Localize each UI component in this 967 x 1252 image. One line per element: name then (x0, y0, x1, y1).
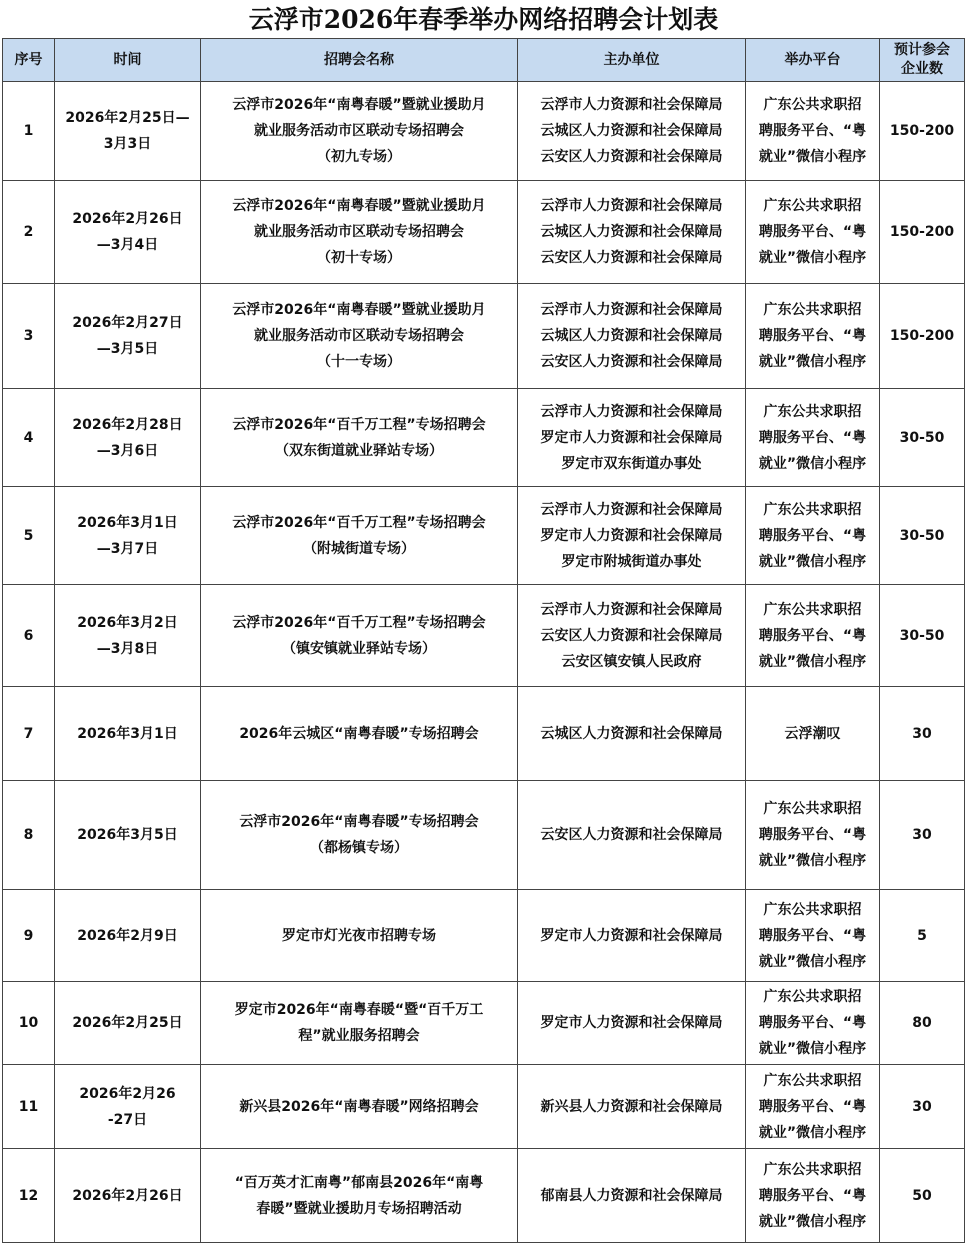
cell-platform-line: 聘服务平台、“粤 (758, 123, 867, 139)
cell-time-line: —3月4日 (96, 237, 159, 253)
cell-time-line: 3月3日 (103, 136, 152, 152)
header-time: 时间 (55, 39, 201, 82)
table-row (3, 1149, 965, 1243)
cell-name-line: 罗定市2026年“南粤春暖“暨“百千万工 (234, 1002, 484, 1018)
cell-name (201, 181, 518, 284)
cell-organizer (518, 1149, 746, 1243)
cell-organizer-line: 罗定市人力资源和社会保障局 (540, 1015, 723, 1031)
cell-platform (746, 284, 880, 389)
cell-name-line: （十一专场） (317, 354, 401, 370)
cell-time-line: 2026年2月28日 (72, 416, 183, 433)
cell-platform (746, 687, 880, 781)
cell-platform (746, 82, 880, 181)
cell-platform-line: 聘服务平台、“粤 (758, 927, 867, 944)
cell-organizer-line: 云城区人力资源和社会保障局 (540, 725, 723, 742)
cell-name-line: 春暖”暨就业援助月专场招聘活动 (256, 1200, 462, 1217)
table-row (3, 389, 965, 487)
cell-platform-line: 广东公共求职招 (763, 302, 862, 318)
cell-name (201, 687, 518, 781)
cell-platform-line: 广东公共求职招 (763, 198, 862, 214)
cell-time-line: 2026年2月25日 (72, 1015, 183, 1031)
cell-no: 12 (3, 1149, 55, 1243)
cell-platform-line: 聘服务平台、“粤 (758, 1098, 867, 1115)
cell-name-line: （都杨镇专场） (310, 840, 408, 856)
cell-time (55, 181, 201, 284)
cell-name-line: （双东街道就业驿站专场） (275, 442, 443, 459)
cell-name-line: 云浮市2026年“百千万工程”专场招聘会 (232, 614, 486, 631)
cell-no: 6 (3, 585, 55, 687)
cell-organizer (518, 181, 746, 284)
cell-name (201, 487, 518, 585)
header-companies-line: 企业数 (901, 61, 943, 77)
cell-name-line: 就业服务活动市区联动专场招聘会 (254, 123, 464, 139)
cell-organizer-line: 罗定市人力资源和社会保障局 (540, 429, 723, 446)
cell-platform-line: 就业”微信小程序 (758, 853, 867, 869)
cell-platform-line: 聘服务平台、“粤 (758, 1015, 867, 1031)
cell-name-line: 云浮市2026年“南粤春暖”暨就业援助月 (232, 97, 486, 113)
cell-organizer (518, 1065, 746, 1149)
cell-organizer-line: 云城区人力资源和社会保障局 (540, 328, 723, 344)
cell-platform-line: 广东公共求职招 (763, 403, 862, 420)
cell-organizer-line: 云安区人力资源和社会保障局 (540, 250, 723, 266)
cell-time (55, 487, 201, 585)
cell-time (55, 781, 201, 890)
cell-organizer-line: 罗定市附城街道办事处 (561, 553, 702, 570)
cell-time (55, 1149, 201, 1243)
cell-time (55, 687, 201, 781)
cell-name-line: 2026年云城区“南粤春暖”专场招聘会 (239, 725, 479, 742)
cell-no: 7 (3, 687, 55, 781)
cell-name (201, 1149, 518, 1243)
cell-companies: 50 (880, 1149, 965, 1243)
cell-platform-line: 就业”微信小程序 (758, 1213, 867, 1230)
cell-name-line: 云浮市2026年“南粤春暖”暨就业援助月 (232, 302, 486, 318)
table-row (3, 284, 965, 389)
cell-platform-line: 聘服务平台、“粤 (758, 527, 867, 544)
cell-time-line: 2026年3月1日 (77, 725, 178, 742)
table-row (3, 585, 965, 687)
cell-organizer-line: 云浮市人力资源和社会保障局 (540, 501, 723, 518)
cell-organizer-line: 云安区人力资源和社会保障局 (540, 627, 723, 644)
cell-platform-line: 就业”微信小程序 (758, 1041, 867, 1057)
cell-organizer-line: 云浮市人力资源和社会保障局 (540, 198, 723, 214)
cell-organizer-line: 郁南县人力资源和社会保障局 (540, 1187, 723, 1204)
cell-platform-line: 广东公共求职招 (763, 989, 862, 1005)
cell-platform-line: 就业”微信小程序 (758, 455, 867, 472)
cell-time-line: —3月6日 (96, 442, 159, 459)
cell-name-line: 云浮市2026年“南粤春暖”暨就业援助月 (232, 198, 486, 214)
cell-name-line: 程”就业服务招聘会 (298, 1028, 420, 1044)
cell-platform-line: 聘服务平台、“粤 (758, 328, 867, 344)
cell-time-line: 2026年3月1日 (77, 514, 178, 531)
cell-name (201, 82, 518, 181)
cell-platform-line: 广东公共求职招 (763, 1161, 862, 1178)
cell-platform-line: 聘服务平台、“粤 (758, 827, 867, 843)
cell-time-line: 2026年3月5日 (77, 827, 178, 843)
cell-no: 8 (3, 781, 55, 890)
cell-organizer (518, 284, 746, 389)
cell-companies: 30-50 (880, 487, 965, 585)
cell-name-line: 云浮市2026年“百千万工程”专场招聘会 (232, 416, 486, 433)
cell-organizer-line: 云浮市人力资源和社会保障局 (540, 302, 723, 318)
cell-time-line: 2026年2月25日— (65, 110, 190, 126)
cell-companies: 30-50 (880, 585, 965, 687)
cell-platform-line: 就业”微信小程序 (758, 1124, 867, 1141)
cell-platform (746, 1065, 880, 1149)
cell-time-line: 2026年3月2日 (77, 614, 178, 631)
cell-time (55, 890, 201, 982)
cell-organizer-line: 云安区镇安镇人民政府 (561, 653, 702, 670)
cell-time-line: 2026年2月26 (79, 1085, 176, 1102)
cell-organizer (518, 890, 746, 982)
cell-name-line: “百万英才汇南粤”郁南县2026年“南粤 (234, 1174, 484, 1191)
cell-companies: 30 (880, 781, 965, 890)
cell-time-line: 2026年2月26日 (72, 1187, 183, 1204)
cell-platform (746, 585, 880, 687)
cell-name (201, 585, 518, 687)
header-companies (880, 39, 965, 82)
cell-organizer (518, 82, 746, 181)
cell-companies: 150-200 (880, 284, 965, 389)
cell-platform (746, 890, 880, 982)
cell-platform (746, 982, 880, 1065)
cell-time (55, 82, 201, 181)
table-row (3, 890, 965, 982)
cell-time-line: -27日 (107, 1111, 148, 1128)
table-row (3, 181, 965, 284)
cell-companies: 30 (880, 1065, 965, 1149)
cell-organizer-line: 罗定市双东街道办事处 (561, 455, 702, 472)
cell-platform-line: 聘服务平台、“粤 (758, 224, 867, 240)
cell-name-line: 云浮市2026年“百千万工程”专场招聘会 (232, 514, 486, 531)
cell-companies: 30-50 (880, 389, 965, 487)
cell-no: 9 (3, 890, 55, 982)
cell-platform-line: 就业”微信小程序 (758, 354, 867, 370)
cell-no: 2 (3, 181, 55, 284)
cell-name (201, 890, 518, 982)
cell-platform-line: 广东公共求职招 (763, 97, 862, 113)
cell-platform (746, 181, 880, 284)
cell-time (55, 284, 201, 389)
cell-platform-line: 广东公共求职招 (763, 1072, 862, 1089)
recruitment-plan-table (2, 38, 965, 1243)
header-no: 序号 (3, 39, 55, 82)
cell-organizer (518, 687, 746, 781)
cell-name (201, 284, 518, 389)
cell-no: 10 (3, 982, 55, 1065)
table-body (3, 82, 965, 1243)
cell-no: 4 (3, 389, 55, 487)
cell-companies: 150-200 (880, 82, 965, 181)
cell-organizer-line: 云浮市人力资源和社会保障局 (540, 403, 723, 420)
cell-organizer (518, 487, 746, 585)
cell-name-line: 就业服务活动市区联动专场招聘会 (254, 224, 464, 240)
table-row (3, 781, 965, 890)
cell-organizer-line: 云安区人力资源和社会保障局 (540, 149, 723, 165)
cell-organizer-line: 罗定市人力资源和社会保障局 (540, 527, 723, 544)
cell-name-line: （初十专场） (317, 250, 401, 266)
cell-time-line: 2026年2月26日 (72, 211, 183, 227)
cell-name-line: （附城街道专场） (303, 540, 415, 557)
cell-name (201, 781, 518, 890)
cell-time-line: —3月8日 (96, 640, 159, 657)
cell-organizer-line: 云浮市人力资源和社会保障局 (540, 97, 723, 113)
cell-organizer-line: 云城区人力资源和社会保障局 (540, 224, 723, 240)
cell-companies: 80 (880, 982, 965, 1065)
cell-platform-line: 广东公共求职招 (763, 901, 862, 918)
cell-name-line: 云浮市2026年“南粤春暖”专场招聘会 (239, 814, 479, 830)
cell-time-line: 2026年2月27日 (72, 315, 183, 331)
cell-no: 11 (3, 1065, 55, 1149)
cell-organizer-line: 云安区人力资源和社会保障局 (540, 354, 723, 370)
cell-organizer-line: 罗定市人力资源和社会保障局 (540, 927, 723, 944)
table-row (3, 82, 965, 181)
cell-platform (746, 389, 880, 487)
cell-platform-line: 广东公共求职招 (763, 601, 862, 618)
cell-name-line: （镇安镇就业驿站专场） (282, 640, 436, 657)
table-header-row (3, 39, 965, 82)
cell-platform (746, 487, 880, 585)
cell-platform-line: 云浮潮叹 (784, 725, 841, 742)
cell-no: 1 (3, 82, 55, 181)
cell-time-line: 2026年2月9日 (77, 927, 178, 944)
cell-organizer-line: 云城区人力资源和社会保障局 (540, 123, 723, 139)
cell-platform-line: 就业”微信小程序 (758, 149, 867, 165)
cell-time-line: —3月5日 (96, 341, 159, 357)
cell-platform-line: 聘服务平台、“粤 (758, 1187, 867, 1204)
table-row (3, 487, 965, 585)
cell-name-line: （初九专场） (317, 149, 401, 165)
page-title: 云浮市2026年春季举办网络招聘会计划表 (248, 5, 719, 34)
cell-name-line: 新兴县2026年“南粤春暖”网络招聘会 (239, 1098, 479, 1115)
cell-name-line: 就业服务活动市区联动专场招聘会 (254, 328, 464, 344)
cell-organizer (518, 389, 746, 487)
table-row (3, 982, 965, 1065)
cell-time (55, 389, 201, 487)
cell-platform-line: 广东公共求职招 (763, 801, 862, 817)
header-companies-line: 预计参会 (894, 42, 950, 58)
cell-organizer-line: 云安区人力资源和社会保障局 (540, 827, 723, 843)
cell-no: 5 (3, 487, 55, 585)
table-row (3, 1065, 965, 1149)
cell-platform-line: 就业”微信小程序 (758, 653, 867, 670)
cell-companies: 5 (880, 890, 965, 982)
cell-time (55, 585, 201, 687)
table-row (3, 687, 965, 781)
cell-organizer-line: 新兴县人力资源和社会保障局 (540, 1098, 723, 1115)
cell-organizer (518, 781, 746, 890)
cell-platform-line: 就业”微信小程序 (758, 250, 867, 266)
header-organizer: 主办单位 (518, 39, 746, 82)
cell-name (201, 1065, 518, 1149)
cell-time (55, 1065, 201, 1149)
cell-companies: 30 (880, 687, 965, 781)
cell-platform-line: 聘服务平台、“粤 (758, 429, 867, 446)
cell-time-line: —3月7日 (96, 540, 159, 557)
cell-platform (746, 781, 880, 890)
cell-companies: 150-200 (880, 181, 965, 284)
cell-platform-line: 就业”微信小程序 (758, 553, 867, 570)
cell-organizer-line: 云浮市人力资源和社会保障局 (540, 601, 723, 618)
cell-organizer (518, 982, 746, 1065)
cell-organizer (518, 585, 746, 687)
cell-platform-line: 就业”微信小程序 (758, 953, 867, 970)
header-platform: 举办平台 (746, 39, 880, 82)
header-name: 招聘会名称 (201, 39, 518, 82)
cell-name (201, 982, 518, 1065)
cell-time (55, 982, 201, 1065)
cell-platform-line: 广东公共求职招 (763, 501, 862, 518)
cell-platform (746, 1149, 880, 1243)
cell-platform-line: 聘服务平台、“粤 (758, 627, 867, 644)
cell-no: 3 (3, 284, 55, 389)
cell-name-line: 罗定市灯光夜市招聘专场 (282, 927, 436, 944)
cell-name (201, 389, 518, 487)
